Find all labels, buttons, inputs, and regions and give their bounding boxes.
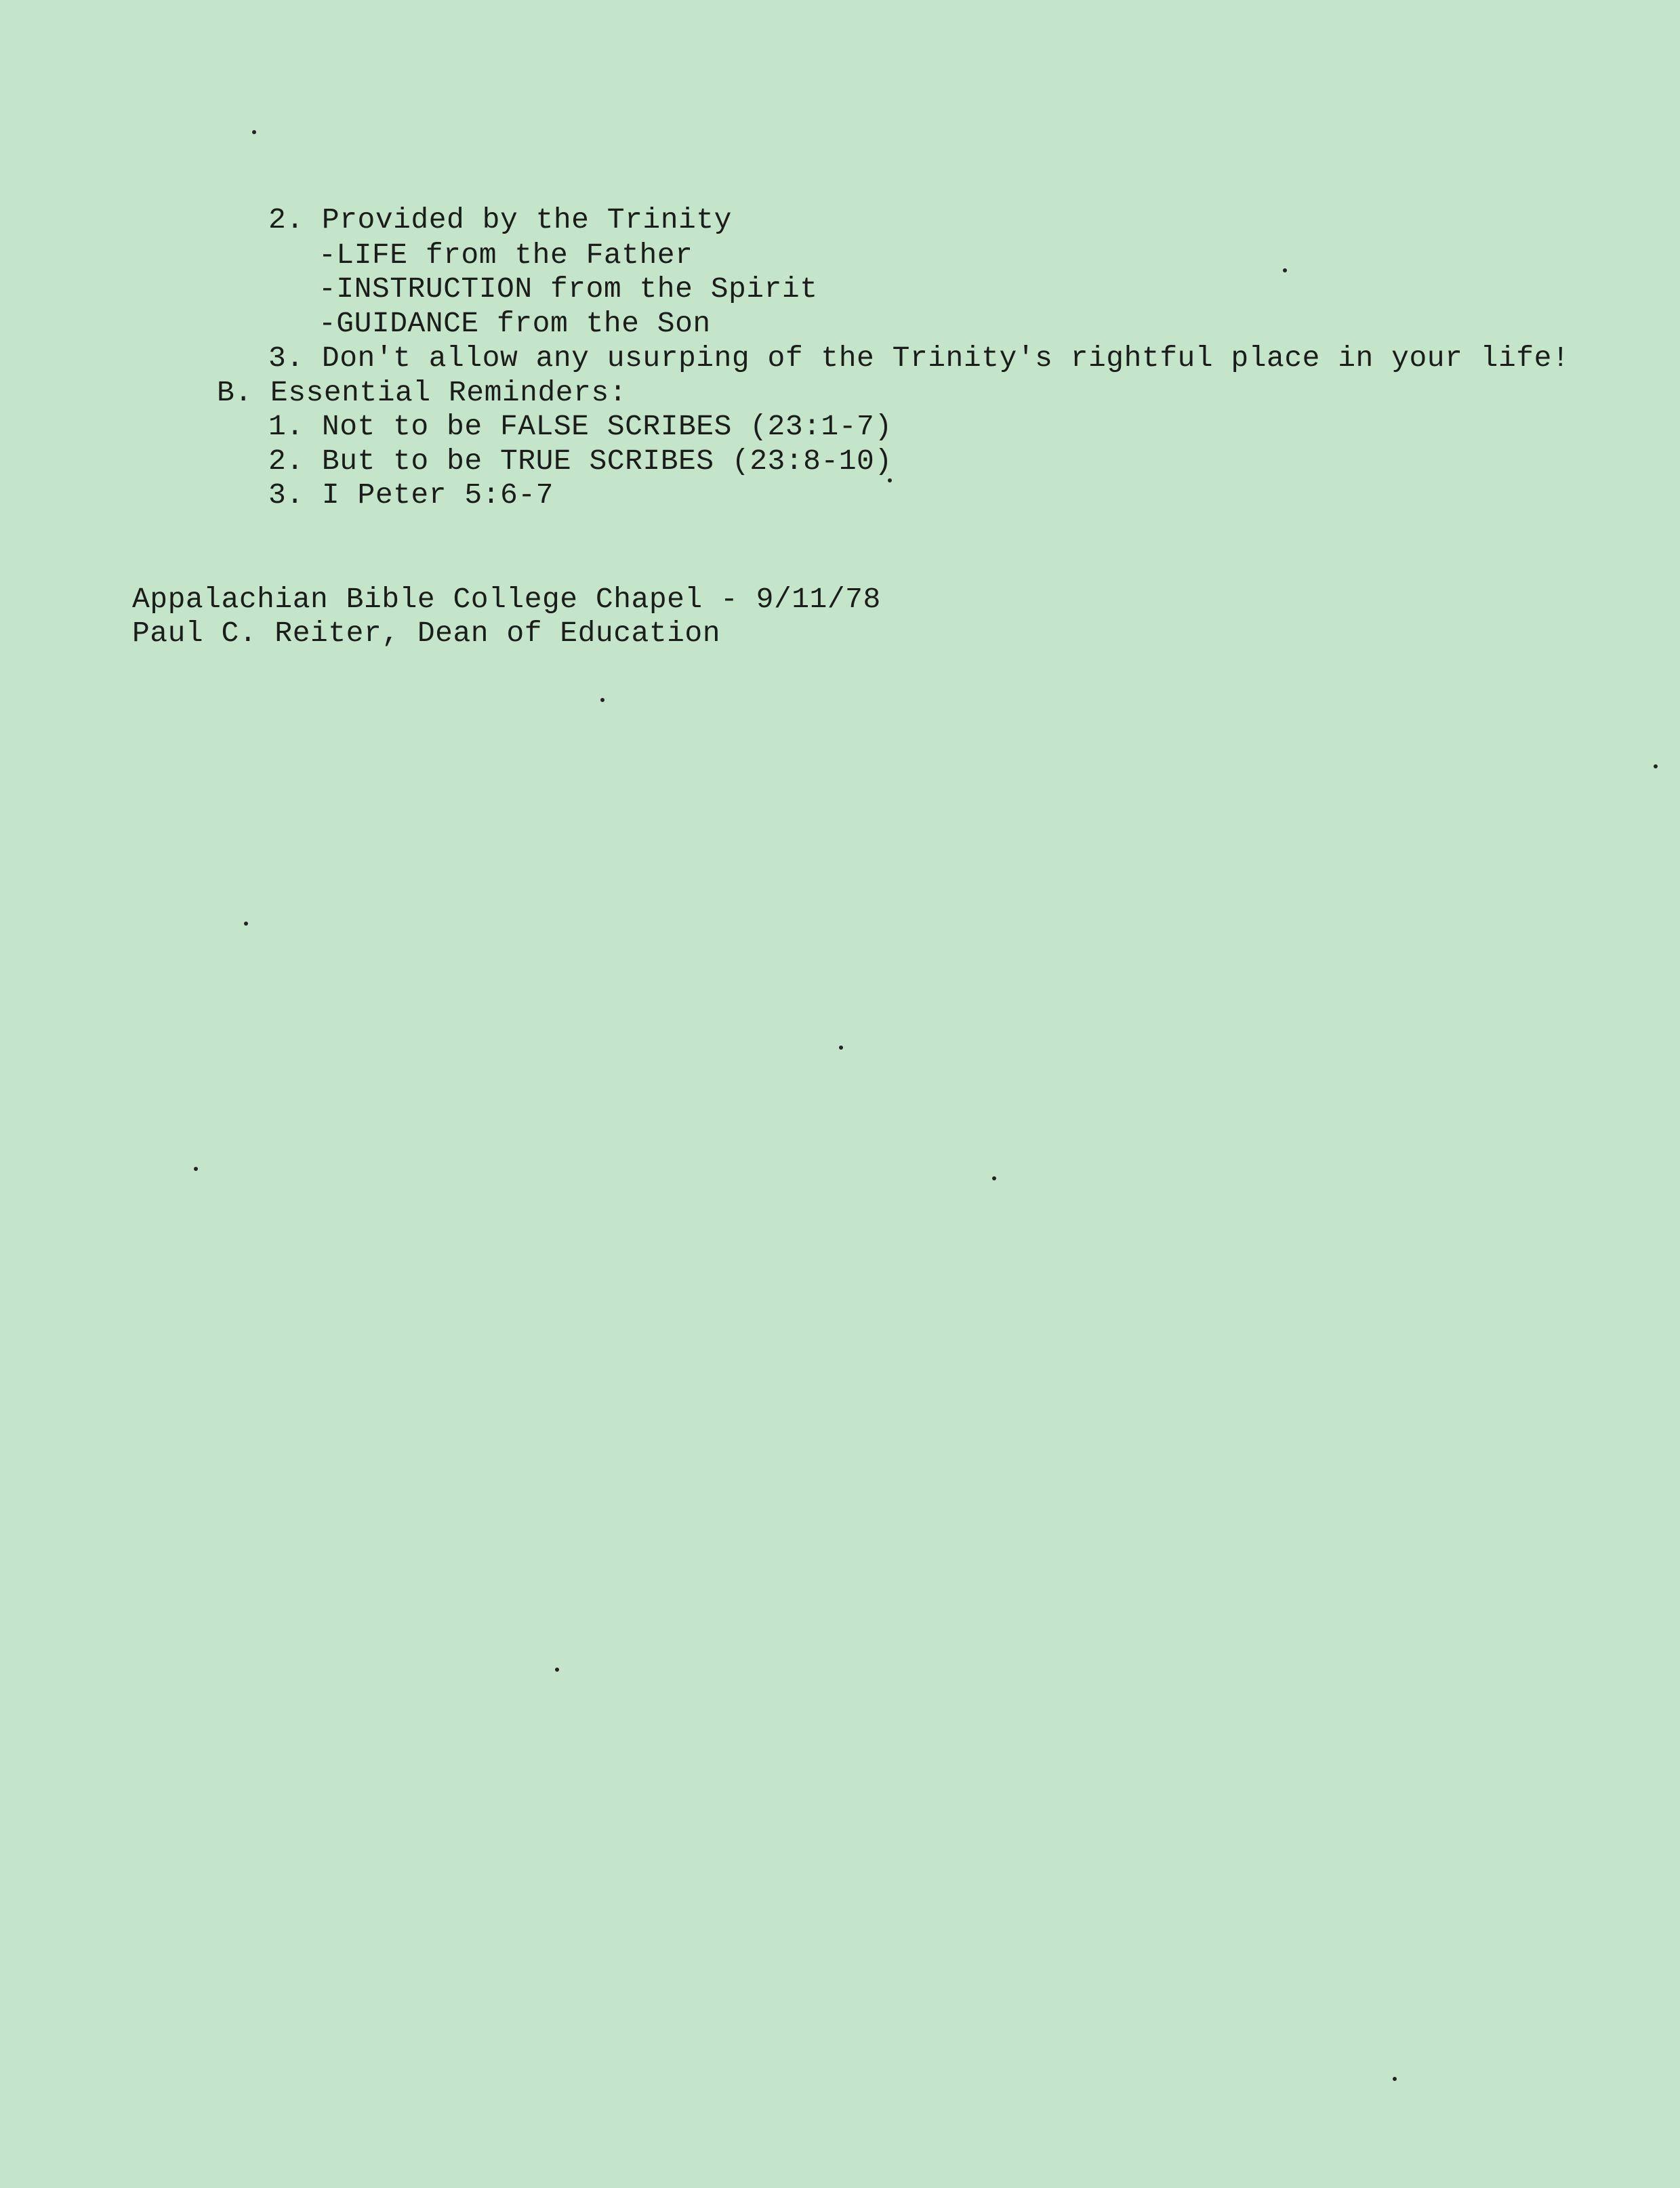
- scan-speck: [555, 1668, 559, 1672]
- outline-point-2-title: 2. Provided by the Trinity: [268, 203, 732, 236]
- footer-speaker: Paul C. Reiter, Dean of Education: [132, 617, 721, 650]
- scan-speck: [1654, 764, 1658, 768]
- scan-speck: [839, 1046, 843, 1050]
- scan-speck: [600, 698, 605, 702]
- scan-speck: [888, 478, 892, 482]
- outline-point-2-item-instruction: -INSTRUCTION from the Spirit: [319, 272, 818, 306]
- scan-speck: [1393, 2077, 1397, 2081]
- outline-point-3: 3. Don't allow any usurping of the Trinity's rightful place in your life!: [268, 342, 1570, 375]
- scan-speck: [1283, 268, 1287, 272]
- footer-event: Appalachian Bible College Chapel - 9/11/78: [132, 583, 881, 616]
- scan-speck: [252, 130, 256, 134]
- section-b-item-2: 2. But to be TRUE SCRIBES (23:8-10): [268, 445, 893, 478]
- scan-speck: [194, 1167, 198, 1171]
- section-b-item-1: 1. Not to be FALSE SCRIBES (23:1-7): [268, 410, 893, 443]
- outline-point-2-item-guidance: -GUIDANCE from the Son: [319, 307, 711, 340]
- section-b-item-3: 3. I Peter 5:6-7: [268, 478, 554, 512]
- section-b-title: B. Essential Reminders:: [217, 376, 627, 409]
- scan-speck: [244, 922, 248, 926]
- scan-speck: [992, 1176, 996, 1180]
- outline-point-2-item-life: -LIFE from the Father: [319, 239, 693, 272]
